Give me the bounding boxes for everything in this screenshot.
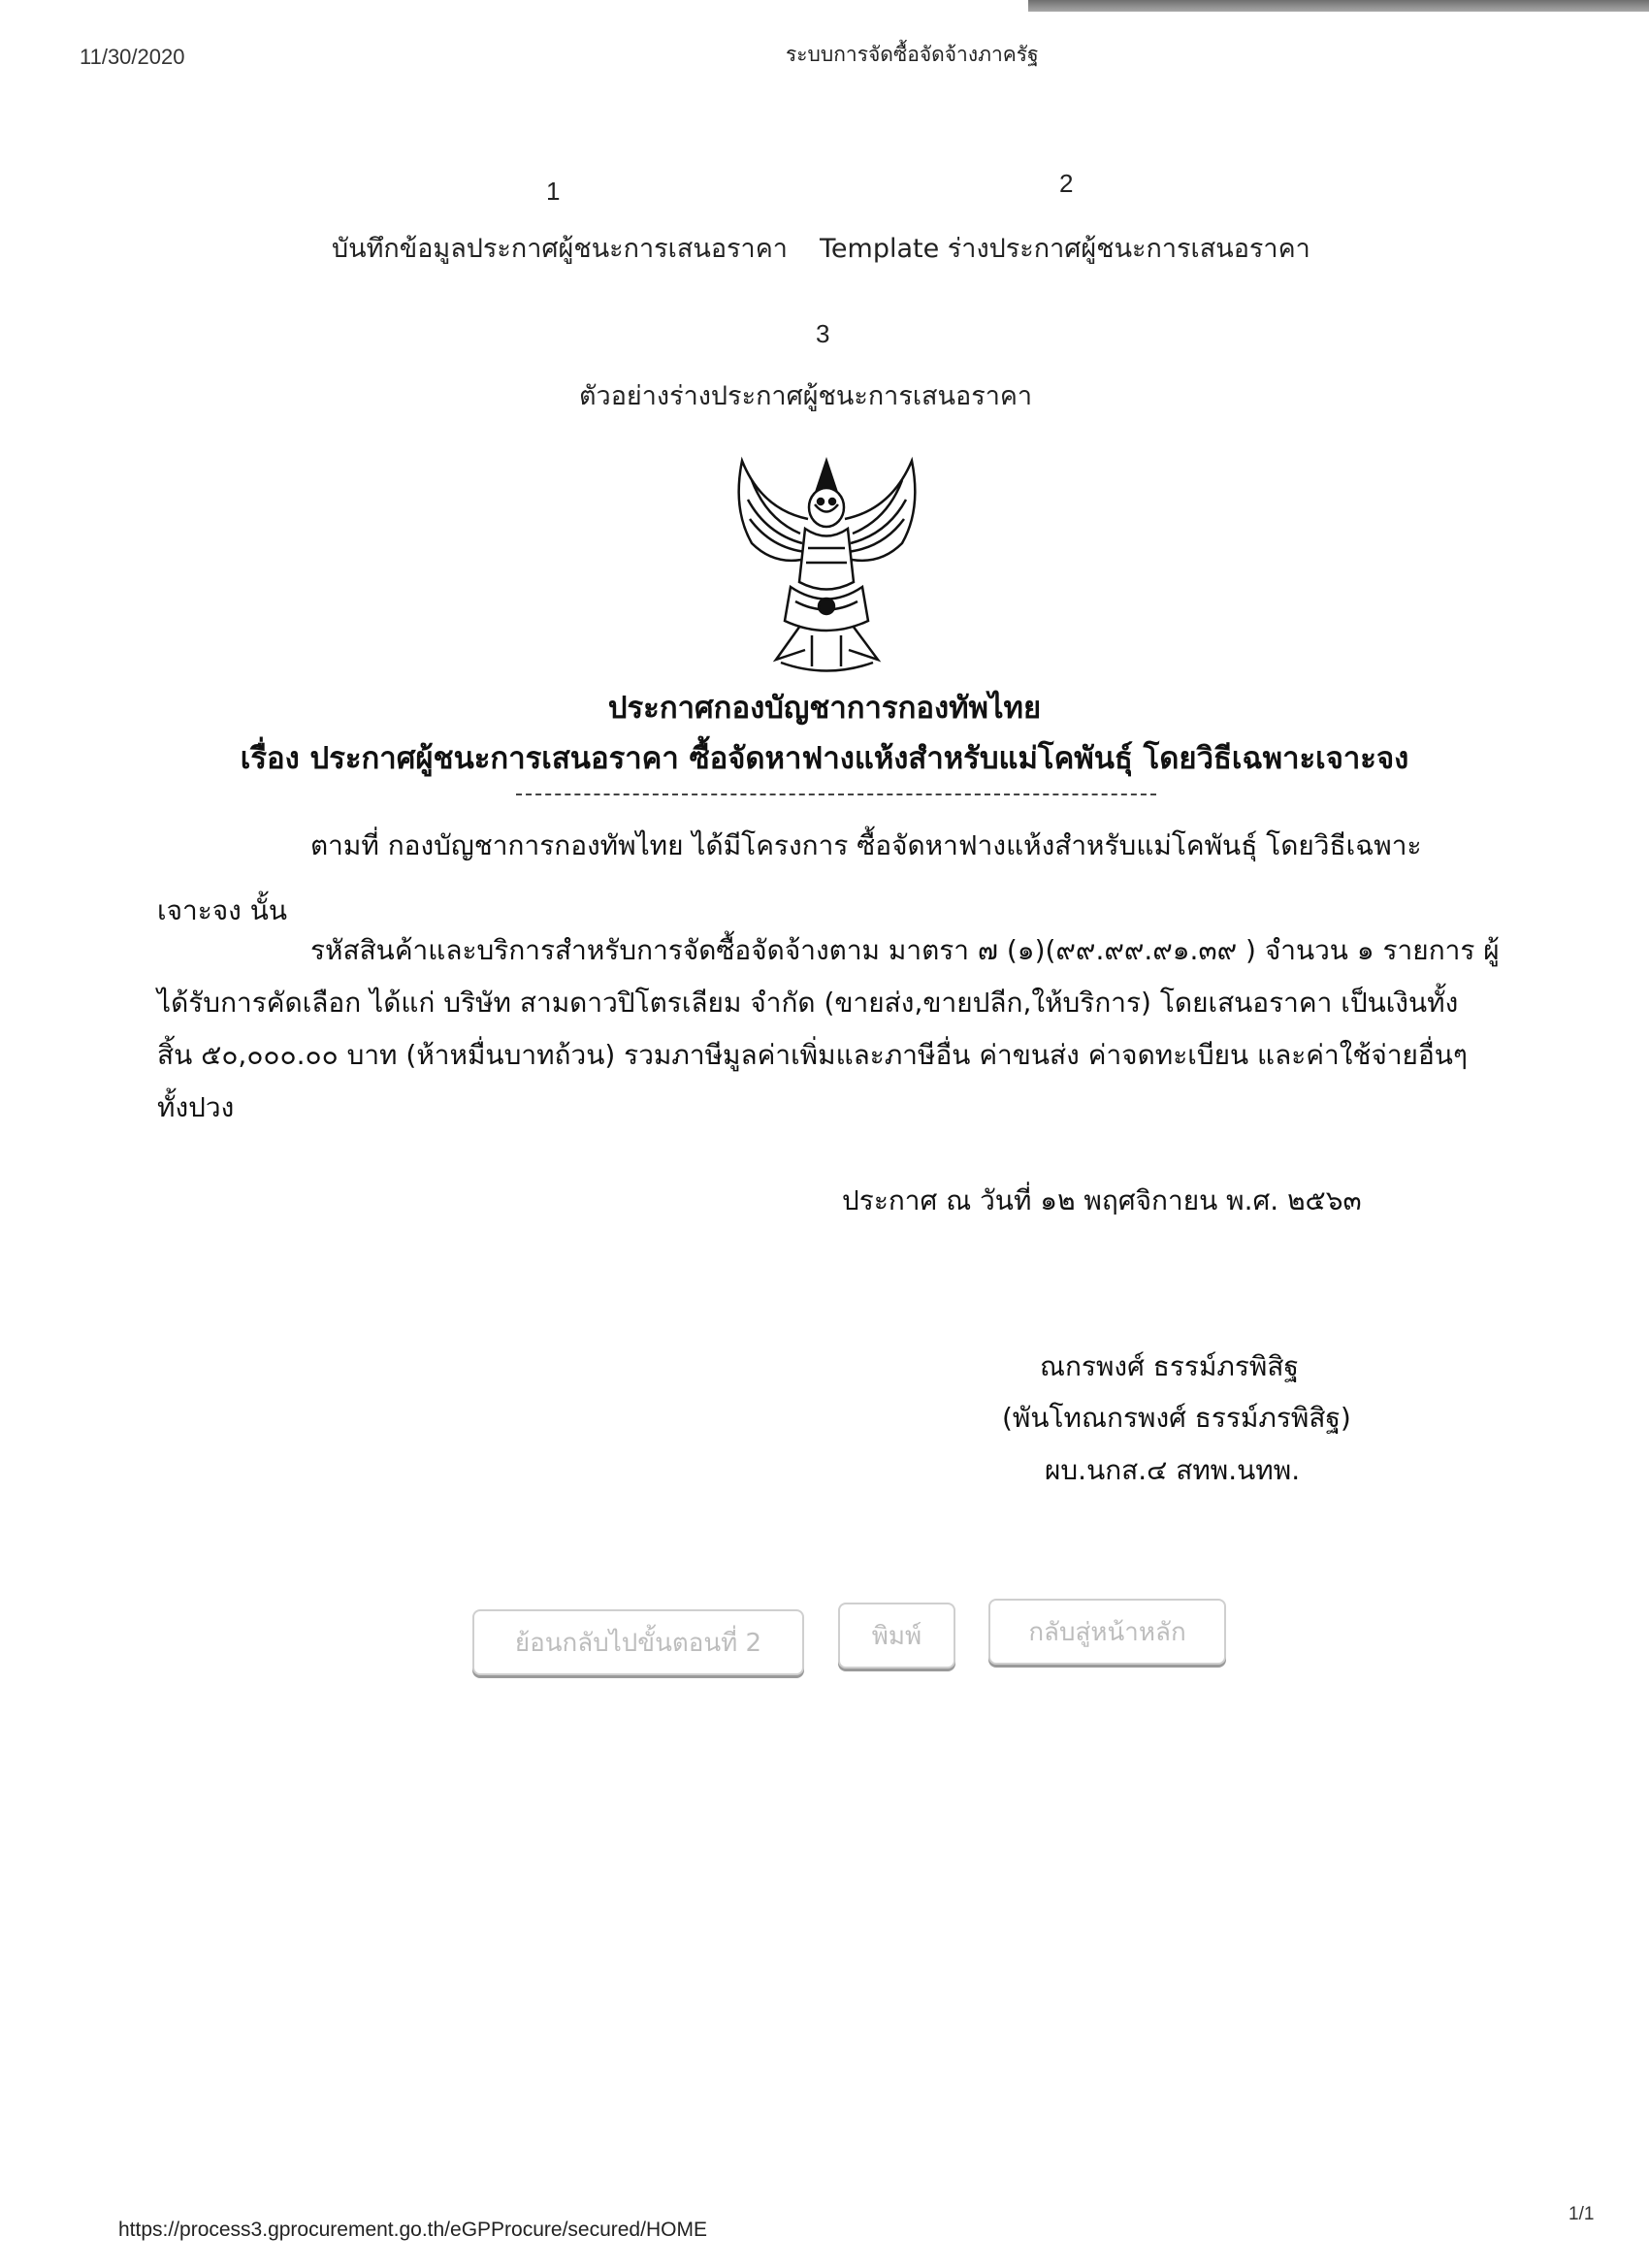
paragraph-2-line-2: ได้รับการคัดเลือก ได้แก่ บริษัท สามดาวปิโตรเลียม จำกัด (ขายส่ง,ขายปลีก,ให้บริการ) โดยเสนอราคา เป็นเงินทั้ง bbox=[157, 987, 1459, 1019]
garuda-emblem-icon bbox=[723, 451, 931, 679]
announcement-subject: เรื่อง ประกาศผู้ชนะการเสนอราคา ซื้อจัดหาฟางแห้งสำหรับแม่โคพันธุ์ โดยวิธีเฉพาะเจาะจง bbox=[240, 741, 1409, 776]
announcement-title: ประกาศกองบัญชาการกองทัพไทย bbox=[607, 691, 1042, 726]
paragraph-1-line-2: เจาะจง นั้น bbox=[157, 894, 287, 926]
step-1-number: 1 bbox=[546, 177, 561, 206]
footer-url: https://process3.gprocurement.go.th/eGPProcure/secured/HOME bbox=[118, 2219, 707, 2241]
step-1-link[interactable]: บันทึกข้อมูลประกาศผู้ชนะการเสนอราคา bbox=[332, 234, 788, 264]
step-2-link[interactable]: Template ร่างประกาศผู้ชนะการเสนอราคา bbox=[820, 234, 1310, 264]
scan-edge bbox=[1028, 0, 1649, 12]
system-title: ระบบการจัดซื้อจัดจ้างภาครัฐ bbox=[786, 43, 1039, 66]
divider bbox=[516, 794, 1156, 795]
step-3-number: 3 bbox=[816, 319, 830, 348]
print-button[interactable]: พิมพ์ bbox=[838, 1603, 955, 1669]
page-number: 1/1 bbox=[1568, 2204, 1595, 2224]
print-date: 11/30/2020 bbox=[80, 45, 185, 69]
step-2-number: 2 bbox=[1059, 169, 1074, 198]
home-button[interactable]: กลับสู่หน้าหลัก bbox=[988, 1599, 1226, 1665]
paragraph-1-line-1: ตามที่ กองบัญชาการกองทัพไทย ได้มีโครงการ ซื้อจัดหาฟางแห้งสำหรับแม่โคพันธุ์ โดยวิธีเฉพาะ bbox=[310, 829, 1422, 861]
paragraph-2-line-1: รหัสสินค้าและบริการสำหรับการจัดซื้อจัดจ้างตาม มาตรา ๗ (๑)(๙๙.๙๙.๙๑.๓๙ ) จำนวน ๑ รายการ ผู้ bbox=[310, 934, 1500, 966]
paragraph-2-line-4: ทั้งปวง bbox=[157, 1091, 235, 1123]
signatory-position: ผบ.นกส.๔ สทพ.นทพ. bbox=[1045, 1454, 1301, 1486]
announcement-date: ประกาศ ณ วันที่ ๑๒ พฤศจิกายน พ.ศ. ๒๕๖๓ bbox=[842, 1184, 1362, 1216]
signatory-rank-name: (พันโทณกรพงศ์ ธรรม์ภรพิสิฐ) bbox=[1002, 1402, 1351, 1434]
signatory-name: ณกรพงศ์ ธรรม์ภรพิสิฐ bbox=[1040, 1350, 1299, 1382]
step-3-label: ตัวอย่างร่างประกาศผู้ชนะการเสนอราคา bbox=[579, 381, 1033, 411]
paragraph-2-line-3: สิ้น ๕๐,๐๐๐.๐๐ บาท (ห้าหมื่นบาทถ้วน) รวมภาษีมูลค่าเพิ่มและภาษีอื่น ค่าขนส่ง ค่าจดทะเบียน และค่าใช้จ่ายอื่นๆ bbox=[157, 1039, 1468, 1071]
back-to-step-2-button[interactable]: ย้อนกลับไปขั้นตอนที่ 2 bbox=[472, 1609, 804, 1675]
